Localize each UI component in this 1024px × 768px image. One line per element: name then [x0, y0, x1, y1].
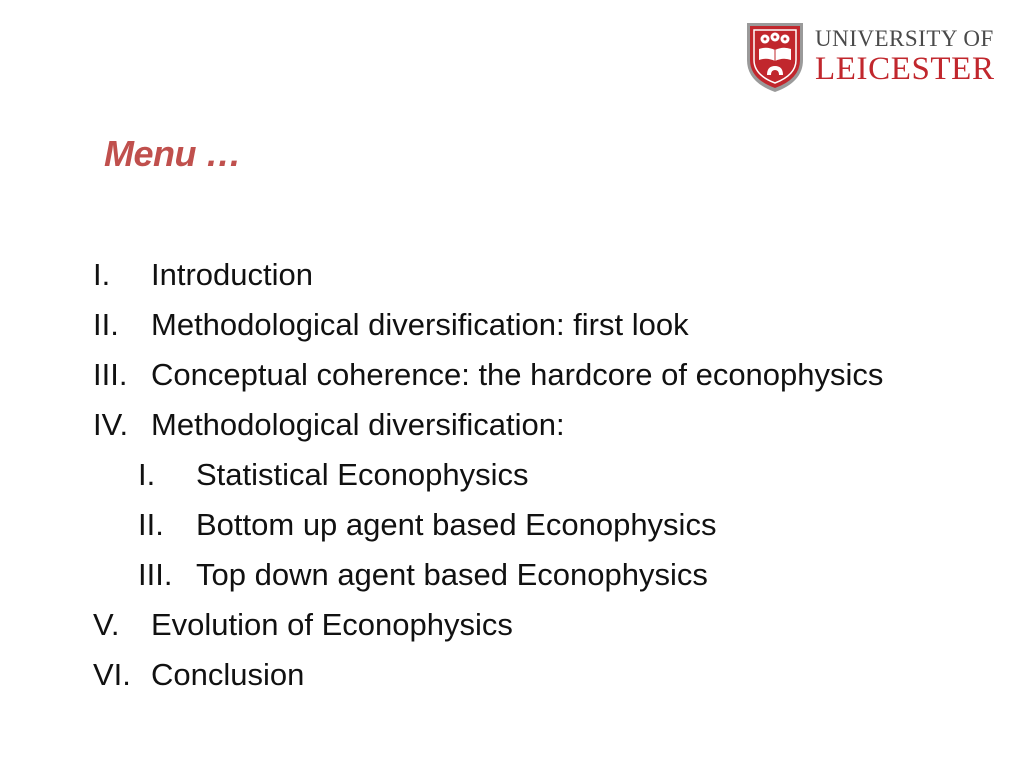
logo-line-leicester: LEICESTER: [815, 51, 995, 87]
menu-item-text: Evolution of Econophysics: [151, 607, 513, 642]
university-shield-icon: [745, 20, 805, 94]
menu-item-number: V.: [93, 607, 120, 642]
menu-item-evolution: [93, 600, 883, 650]
menu-item-number: IV.: [93, 407, 129, 442]
menu-item-text: Methodological diversification: first look: [151, 307, 689, 342]
menu-item-conclusion: [93, 650, 883, 700]
logo-line-university: UNIVERSITY OF: [815, 26, 994, 51]
menu-item-text: Introduction: [151, 257, 313, 292]
menu-item-number: VI.: [93, 657, 131, 692]
menu-item-number: II.: [93, 307, 119, 342]
menu-item-introduction: [93, 250, 883, 300]
menu-list: [93, 250, 883, 700]
submenu-item-number: II.: [138, 507, 164, 542]
menu-item-number: I.: [93, 257, 111, 292]
menu-item-text: Methodological diversification:: [151, 407, 565, 442]
submenu-item-text: Top down agent based Econophysics: [196, 557, 708, 592]
menu-item-methodological-first-look: [93, 300, 883, 350]
submenu-item-text: Bottom up agent based Econophysics: [196, 507, 717, 542]
menu-item-text: Conceptual coherence: the hardcore of econophysics: [151, 357, 884, 392]
slide-title: Menu …: [104, 133, 241, 174]
submenu-item-text: Statistical Econophysics: [196, 457, 529, 492]
menu-item-conceptual-coherence: [93, 350, 883, 400]
submenu-item-bottom-up: [93, 500, 883, 550]
logo-wordmark: [815, 26, 995, 86]
submenu-item-number: I.: [138, 457, 156, 492]
menu-item-number: III.: [93, 357, 128, 392]
menu-item-text: Conclusion: [151, 657, 305, 692]
submenu-item-top-down: [93, 550, 883, 600]
university-logo: [745, 20, 1007, 94]
submenu-item-number: III.: [138, 557, 173, 592]
menu-item-methodological-diversification: [93, 400, 883, 450]
submenu-item-statistical: [93, 450, 883, 500]
